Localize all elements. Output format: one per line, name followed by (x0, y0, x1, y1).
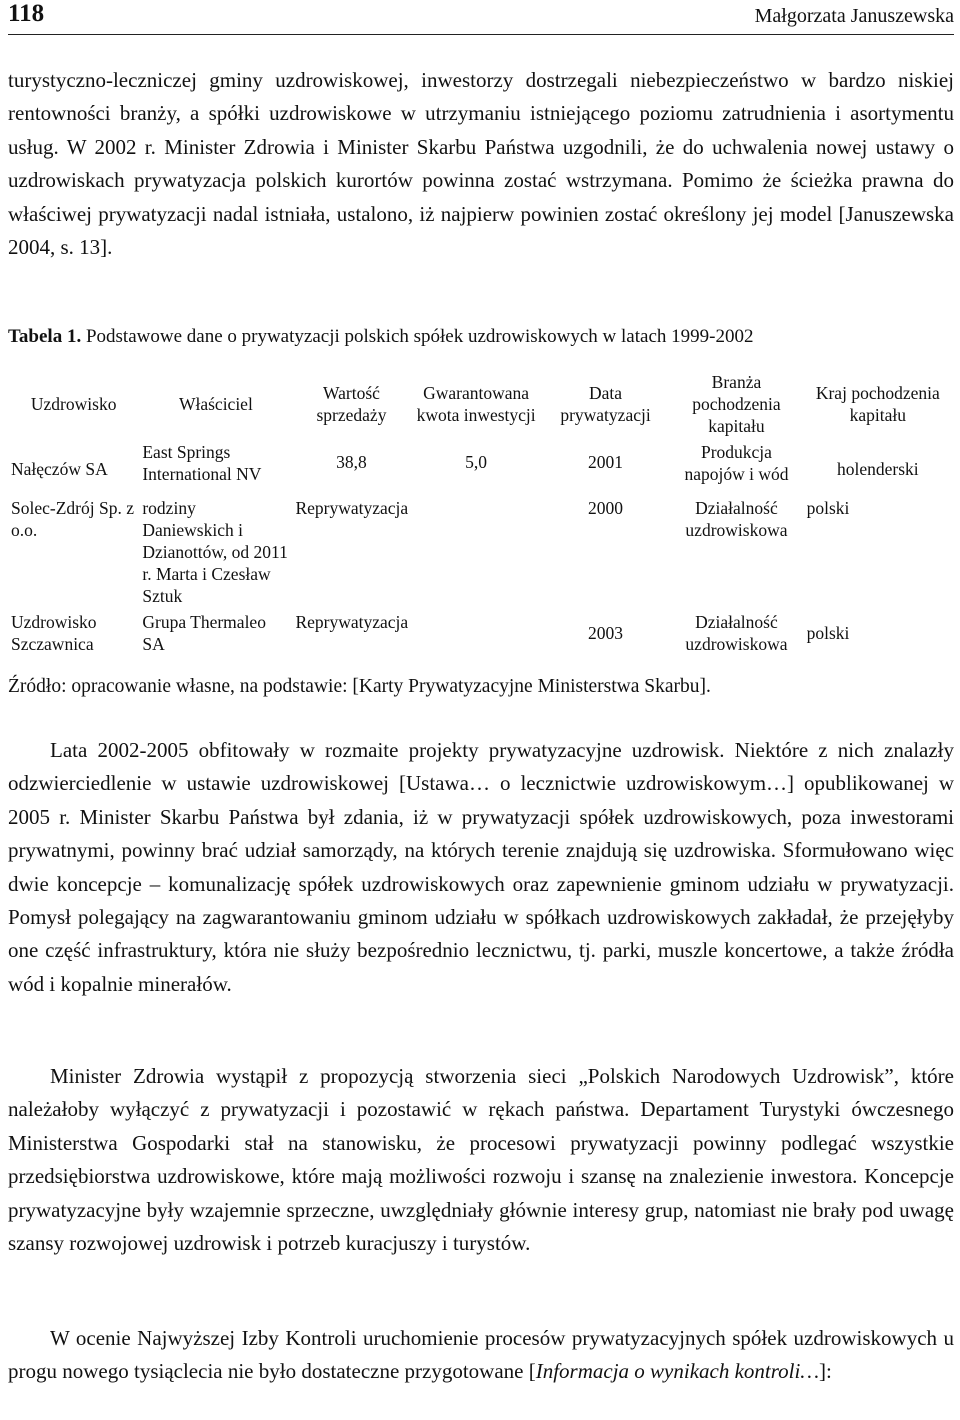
cell-industry: Produkcja napojów i wód (684, 442, 789, 484)
body-paragraph-3: Minister Zdrowia wystąpił z propozycją stworzenia sieci „Polskich Narodowych Uzdrowisk”, które należałoby wyłączyć z prywatyzacji i pozostawić w rękach państwa. Departament Turystyki ówczesnego Ministerstwa Gospodarki stał na stanowisku, że procesowi prywatyzacji powinny podlegać wszystkie przedsiębiorstwa uzdrowiskowe, które mają możliwości rozwoju i szansę na znalezienie inwestora. Koncepcje prywatyzacyjne były wzajemnie sprzeczne, uwzględniały głównie interesy grup, natomiast nie brały pod uwagę szansy rozwojowej uzdrowisk i potrzeb kuracjuszy i turystów. (8, 1064, 954, 1256)
header-cell: Kraj pochodzenia kapitału (815, 382, 940, 425)
cell-date: 2003 (588, 623, 624, 643)
header-cell: Uzdrowisko (30, 393, 117, 414)
cell-owner: Grupa Thermaleo SA (142, 612, 266, 654)
cell-industry: Działalność uzdrowiskowa (685, 498, 788, 540)
table-source-note: Źródło: opracowanie własne, na podstawie: [Karty Prywatyzacyjne Ministerstwa Skarbu]. (8, 676, 711, 697)
header-cell: Właściciel (178, 393, 253, 414)
table-caption-text: Podstawowe dane o prywatyzacji polskich spółek uzdrowiskowych w latach 1999-2002 (81, 326, 754, 347)
citation-italic: Informacja o wynikach kontroli… (535, 1359, 819, 1384)
cell-date: 2000 (588, 498, 624, 518)
intro-paragraph: turystyczno-leczniczej gminy uzdrowiskowej, inwestorzy dostrzegali niebezpieczeństwo w bardzo niskiej rentowności branży, a spółki uzdrowiskowe w utrzymaniu istniejącego poziomu zatrudnienia i asortymentu usług. W 2002 r. Minister Zdrowia i Minister Skarbu Państwa uzgodnili, że do uchwalenia nowej ustawy o uzdrowiskach prywatyzacja polskich kurortów powinna zostać wstrzymana. Pomimo że ścieżka prawna do właściwej prywatyzacji nadal istniała, ustalono, iż najpierw powinien zostać określony jej model [Januszewska 2004, s. 13]. (8, 68, 954, 260)
paragraph-4-text: W ocenie Najwyższej Izby Kontroli uruchomienie procesów prywatyzacyjnych spółek uzdrowiskowych u progu nowego tysiąclecia nie było dostateczne przygotowane [ (8, 1326, 954, 1384)
body-paragraph-4 (8, 1322, 954, 1389)
header-cell: Data prywatyzacji (560, 382, 651, 425)
cell-industry: Działalność uzdrowiskowa (685, 612, 788, 654)
header-cell: Gwarantowana kwota inwestycji (416, 382, 536, 425)
header-cell: Branża pochodzenia kapitału (692, 371, 781, 436)
privatization-table (8, 366, 952, 655)
cell-owner: East Springs International NV (142, 442, 262, 484)
cell-date: 2001 (588, 452, 624, 472)
cell-sale-value: Reprywatyzacja (295, 612, 409, 632)
cell-country: polski (806, 498, 850, 518)
table-row (8, 611, 952, 655)
body-paragraph-2: Lata 2002-2005 obfitowały w rozmaite projekty prywatyzacyjne uzdrowisk. Niektóre z nich znalazły odzwierciedlenie w ustawie uzdrowiskowej [Ustawa… o lecznictwie uzdrowiskowym…] opublikowanej w 2005 r. Minister Skarbu Państwa był zdania, iż w prywatyzacji spółek uzdrowiskowych, poza inwestorami prywatnymi, powinny brać udział samorządy, na których terenie znajdują się uzdrowiska. Sformułowano więc dwie koncepcje – komunalizację spółek uzdrowiskowych oraz zapewnienie gminom udziału w prywatyzacji. Pomysł polegający na zagwarantowaniu gminom udziału w spółkach uzdrowiskowych zakładał, że przejęłyby one część infrastruktury, która nie służy bezpośrednio lecznictwu, tj. parki, muszle koncertowe, a także źródła wód i kopalnie minerałów. (8, 738, 954, 996)
cell-owner: rodziny Daniewskich i Dzianottów, od 2011 r. Marta i Czesław Sztuk (142, 498, 288, 606)
cell-sale-value: 38,8 (336, 452, 367, 472)
table-row (8, 497, 952, 611)
cell-uzdrowisko: Uzdrowisko Szczawnica (11, 612, 97, 654)
paragraph-4-end: ]: (819, 1359, 832, 1384)
table-header-row (8, 366, 952, 441)
cell-sale-value: Reprywatyzacja (295, 498, 409, 518)
table-caption (8, 326, 954, 348)
cell-uzdrowisko: Nałęczów SA (11, 459, 108, 479)
cell-investment: 5,0 (465, 452, 488, 472)
header-cell: Wartość sprzedaży (316, 382, 387, 425)
cell-country: polski (806, 623, 850, 643)
running-author: Małgorzata Januszewska (754, 5, 954, 27)
page-number: 118 (8, 0, 45, 27)
page-header (8, 0, 954, 35)
table-caption-label: Tabela 1. (8, 326, 82, 347)
cell-country: holenderski (836, 459, 919, 479)
table-row (8, 441, 952, 497)
cell-uzdrowisko: Solec-Zdrój Sp. z o.o. (11, 498, 134, 540)
